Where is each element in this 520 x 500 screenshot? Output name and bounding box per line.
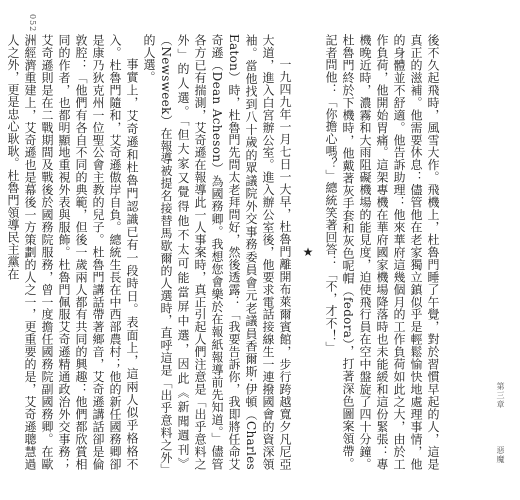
body-text [6, 34, 441, 470]
paragraph-3: 事實上，艾奇遜和杜魯門認識已有一段時日。表面上，這兩人似乎格格不入。杜魯門隨和，艾奇遜傲岸自負。總統生長在中西部農村；他的新任國務卿卻是康乃狄克州一位聖公會主教的兒子。杜魯門講話帶著鄉音，艾奇遜講話卻是倫敦腔：「他們有各自不同的典範，但後一歲兩人都有共同的興趣：他們都欣賞相同的作者，也都明顯地重視外表與服飾。杜魯門佩服艾奇遜精通政治外交事務；艾奇遜則是在二戰期間及戰後於國務院服務，曾一度擔任國務院副國務卿。在歐洲經濟重建上，艾奇遜也是幕後一方策劃的人之一，更重要的是，艾奇遜聰慧過人之外，更是忠心耿耿。杜魯門領導民主黨在 [6, 34, 139, 470]
section-break-star: ★ [301, 244, 315, 260]
paragraph-2: 一九四九年一月七日一大早，杜魯門離開布萊爾賓館，步行跨越寬夕凡尼亞大道，進入白宮辦公室。進入辦公室後，他要求電話接線生一連撥國會的資深領袖。當他找到八十歲的眾議院外交事務委員會元老議員香爾斯·伊頓（Charles Eaton）時，杜魯門先問太老拜問好，然後透露：「我要告訴你，我即將任命艾奇遜（Dean Acheson）為國務卿。我想您會樂於在報紙報導前先知道。」儘管各方已有揣測，艾奇遜在報導此一人事案時，真正引起人們注意是「出乎意料之外」的人選。「但大家又覺得他不太可能當屏中選，因此《新聞週刊》（Newsweek）在報導被提名接替馬歇爾的人選時，直呼這是「出乎意料之外」的人選。 [142, 34, 292, 470]
running-head-title: 惡魔 [496, 446, 505, 464]
paragraph-1: 後不久起飛時，風雪大作。飛機上，杜魯門睡了午覺，對於習慣早起的人，這是真正的滋補。他需要休息：儘管他在老家獨立鎮似乎是輕鬆愉快地處理事情，他的身體並不舒適。他告訴助理：他來華府這幾個月的工作負荷如此之大，由於工作負荷，他開始胃痛。這架專機在華府國家機場降落時也未能緩和這份緊張：專機晚近時，濃霧和大雨阻礙機場的能見度，迫使飛行員在空中盤旋了四十分鐘。杜魯門終於下機時，他戴著灰手套和灰色呢帽（fedora），打著深色圖案領帶。記者問他：「你擔心嗎？」總統笑著回答：「不，才不！」 [324, 34, 440, 470]
running-head-chapter: 第三章 [496, 382, 505, 409]
page-number: 052 [28, 14, 37, 33]
